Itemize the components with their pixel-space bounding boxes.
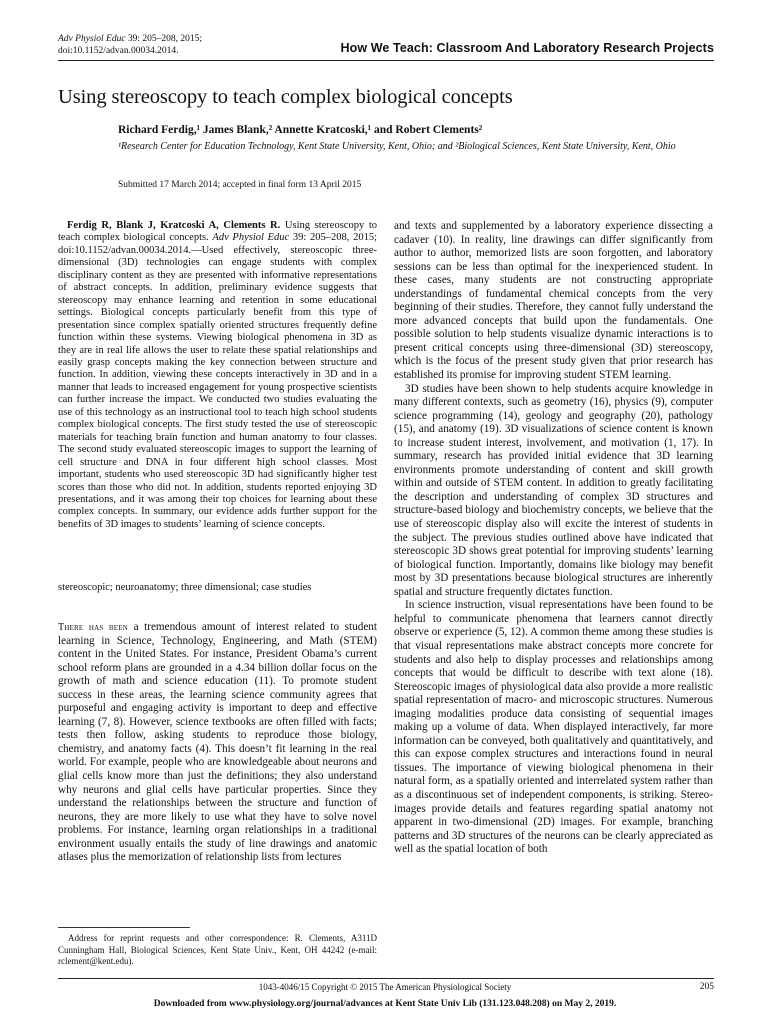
abstract-text: 39: 205–208, 2015; doi:10.1152/advan.00034.2014.—Used effectively, stereoscopic three-dimensional (3D) technologies can engage students with complex disciplinary content as they are presented with informative representations of abstract concepts. In addition, preliminary evidence suggests that stereoscopy may enhance learning and retention in some educational settings. Biological concepts particularly benefit from this type of presentation since complex spatially oriented structures frequently define function within these systems. Viewing biological phenomena in 3D as they are in real life allows the user to relate these spatial relationships and easily grasp concepts making the key connection between structure and function. In addition, viewing these concepts interactively in 3D and in a manner that leads to increased engagement for young prospective scientists can further increase the impact. We conducted two studies evaluating the use of this technology as an instructional tool to teach high school students complex biological concepts. The first study tested the use of stereoscopic materials for teaching brain function and human anatomy to four classes. The second study evaluated stereoscopic images to support the learning of cell structure and DNA in four different high school classes. Most important, students who used stereoscopic 3D had significantly higher test scores than those who did not. In addition, students reported enjoying 3D presentations, and it was among their top choices for learning about these complex concepts. In summary, our evidence adds further support for the benefits of 3D images to students’ learning of science concepts. — [58, 232, 377, 530]
body-paragraph-2: 3D studies have been shown to help students acquire knowledge in many different contexts, such as geometry (16), physics (9), computer science programming (14), geology and geography (20), pathology (15), and anatomy (19). 3D visualizations of science content is known to increase student interest, involvement, and motivation (1, 17). In summary, research has provided initial evidence that 3D learning environments promote understanding of content and skill growth within and outside of STEM content. In addition to greatly facilitating the description and understanding of complex 3D structures and structure-based biology and biochemistry concepts, we believe that the use of stereoscopic display also will excite the interest of students in the subject. The previous studies outlined above have indicated that stereoscopic 3D shows great potential for improving students’ learning of biological function. Importantly, domains like biology may benefit most by 3D presentations because biological structures are inherently spatial and structure frequently dictates function. — [394, 382, 713, 598]
download-note: Downloaded from www.physiology.org/journal/advances at Kent State Univ Lib (131.123.048.208) on May 2, 2019. — [153, 999, 617, 1009]
intro-smallcaps: There has been — [58, 622, 129, 633]
abstract — [58, 220, 377, 531]
footer-rule — [58, 978, 714, 979]
journal-name: Adv Physiol Educ — [58, 34, 126, 44]
article-title: Using stereoscopy to teach complex biological concepts — [58, 86, 513, 108]
abstract-citation-title: Using stereoscopy to teach complex biological concepts. — [58, 220, 378, 244]
section-heading: How We Teach: Classroom And Laboratory Research Projects — [340, 41, 714, 55]
body-paragraph-1: a tremendous amount of interest related to student learning in Science, Technology, Engineering, and Math (STEM) content in the United States. For instance, President Obama’s current school reform plans are grounded in a 4.34 billion dollar focus on the growth of math and science education (11). To promote student success in these areas, the learning science community agrees that purposeful and engaging activity is important to deep and effective learning (7, 8). However, science textbooks are often filled with facts; tests then follow, asking students to reproduce those biology, chemistry, and anatomy facts (4). This doesn’t fit learning in the real world. For example, people who are knowledgeable about neurons and glial cells know more than just the definitions; they also understand why neurons and glial cells have particular properties. Since they understand the relationships between the structure and function of neurons, they are more likely to use what they have to solve novel problems. For instance, learning organ relationships in a traditional environment usually entails the study of line drawings and anatomic atlases plus the memorization of relationship lists from lectures — [58, 621, 377, 864]
footnote-rule — [58, 927, 190, 928]
affiliations: ¹Research Center for Education Technology, Kent State University, Kent, Ohio; and ²Biological Sciences, Kent State University, Kent, Ohio — [118, 141, 676, 152]
body-left-column — [58, 621, 377, 865]
body-paragraph-3: In science instruction, visual representations have been found to be helpful to communicate phenomena that learners cannot directly observe or experience (5, 12). A common theme among these studies is that visual representations make abstract concepts more concrete for students and also help to display processes and relationships among concepts that would be difficult to describe with text alone (18). Stereoscopic images of physiological data also provide a more realistic spatial representation of macro- and microscopic structures. Numerous imaging modalities produce data consisting of sequential images making up a volume of data. When displayed interactively, far more information can be conveyed, both qualitatively and quantitatively, and this can expose complex structures and interactions found in neural tissues. The importance of viewing biological phenomena in their natural form, as a spatially oriented and interrelated system rather than as a discontinuous set of independent components, is striking. Stereo-images provide details and features regarding spatial anatomy not apparent in two-dimensional (2D) images. For example, branching patterns and 3D structures of the neurons can be clearly appreciated as well as the spatial location of both — [394, 599, 713, 856]
page-number: 205 — [699, 982, 714, 992]
doi: doi:10.1152/advan.00034.2014. — [58, 46, 179, 56]
author-list: Richard Ferdig,¹ James Blank,² Annette Kratcoski,¹ and Robert Clements² — [118, 124, 483, 136]
journal-citation — [58, 33, 298, 57]
correspondence-footnote: Address for reprint requests and other correspondence: R. Clements, A311D Cunningham Hall, Biological Sciences, Kent State Univ., Kent, OH 44242 (e-mail: rclement@kent.edu). — [58, 933, 377, 966]
abstract-journal: Adv Physiol Educ — [212, 232, 290, 244]
abstract-lead: Ferdig R, Blank J, Kratcoski A, Clements R. — [67, 220, 281, 231]
submission-dates: Submitted 17 March 2014; accepted in final form 13 April 2015 — [118, 180, 362, 190]
journal-volume: 39: 205–208, 2015; — [125, 34, 203, 44]
keywords: stereoscopic; neuroanatomy; three dimensional; case studies — [58, 582, 312, 593]
header-rule — [58, 60, 714, 61]
copyright-line: 1043-4046/15 Copyright © 2015 The American Physiological Society — [258, 982, 512, 992]
body-right-column — [394, 220, 713, 857]
body-paragraph-1-cont: and texts and supplemented by a laboratory experience dissecting a cadaver (10). In reality, line drawings can differ significantly from author to author, memorized lists are soon forgotten, and laboratory sessions can be less than optimal for the inexperienced student. In these cases, many students are not constructing appropriate understandings of fundamental chemical concepts from the very beginning of their studies. Therefore, they cannot fully understand the more advanced concepts that build upon the fundamentals. One possible solution to help students visualize dynamic interactions is to present critical concepts using three-dimensional (3D) stereoscopy, which is the focus of the present study given that prior research has established its promise for improving student STEM learning. — [394, 220, 713, 382]
